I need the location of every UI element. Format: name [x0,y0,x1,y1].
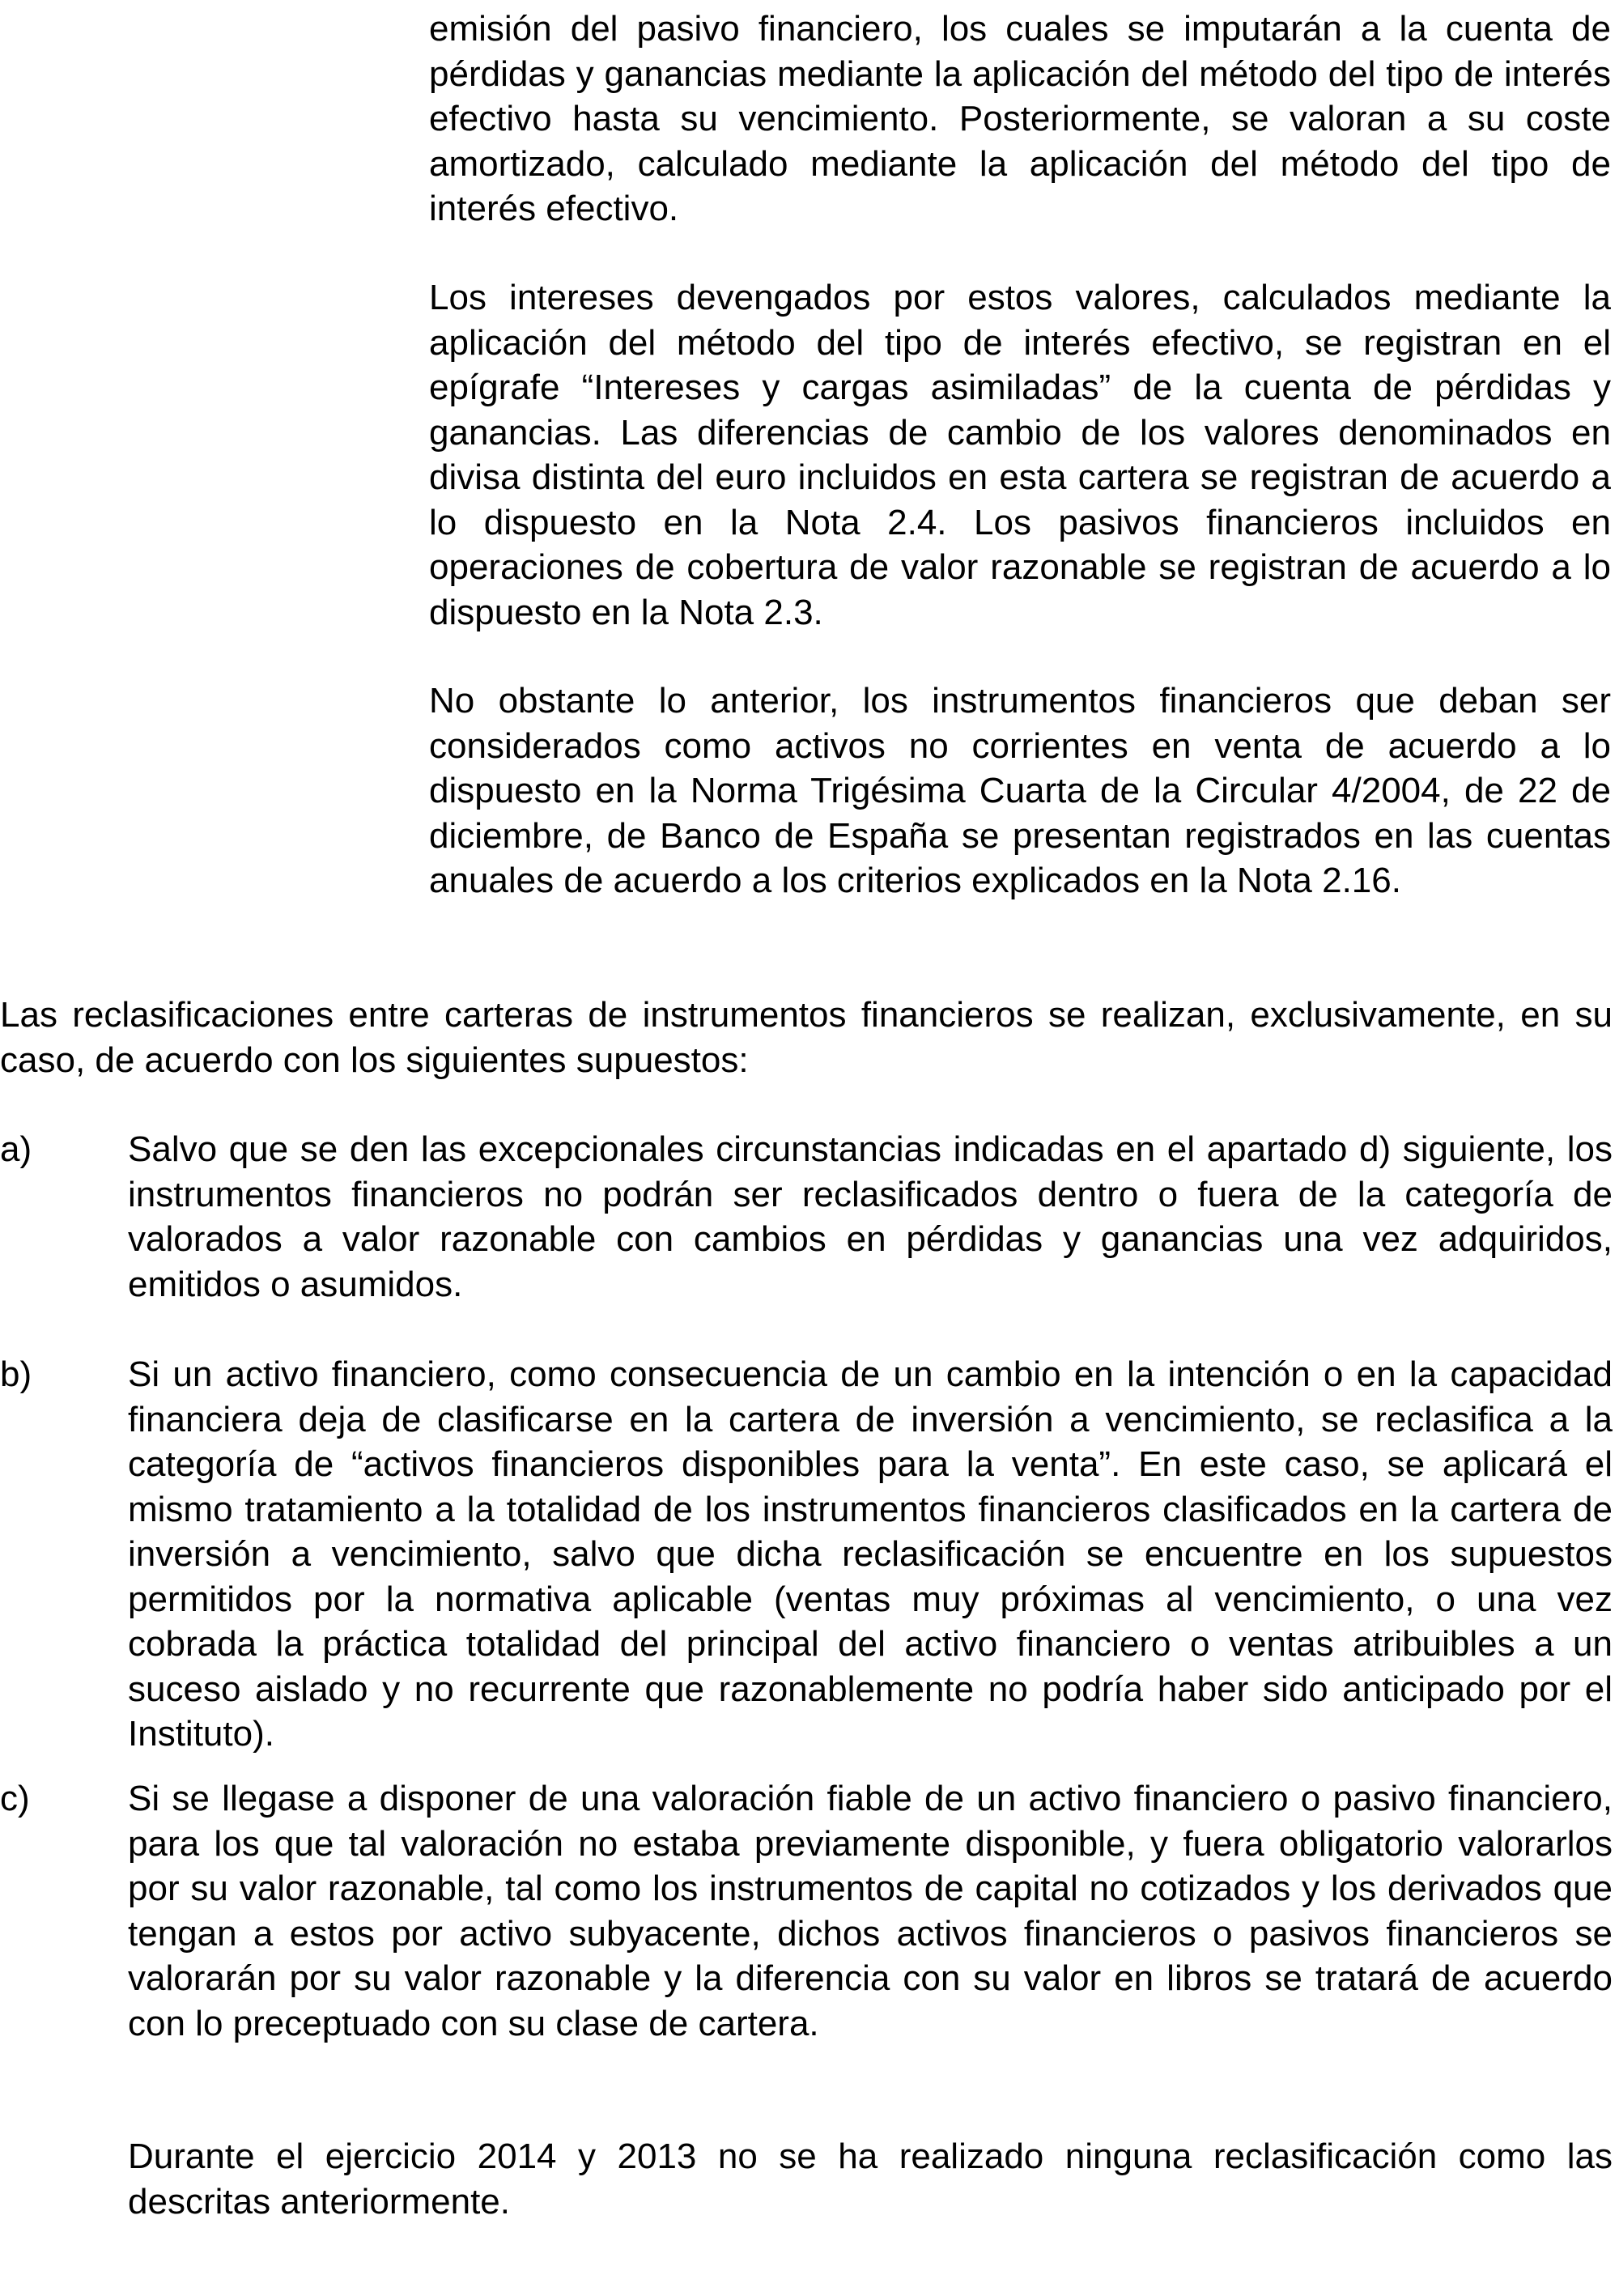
list-marker: c) [0,1779,30,1818]
list-marker: b) [0,1354,32,1394]
paragraph-closing: Durante el ejercicio 2014 y 2013 no se ha realizado ninguna reclasificación como las descritas anteriormente. [128,2137,1613,2222]
paragraph-pasivo-financiero: emisión del pasivo financiero, los cuales se imputarán a la cuenta de pérdidas y ganancias mediante la aplicación del método del tipo de interés efectivo hasta su vencimiento. Posteriormente, se valoran a su coste amortizado, calculado mediante la aplicación del método del tipo de interés efectivo. [429,9,1611,228]
list-marker: a) [0,1129,32,1169]
paragraph-no-obstante: No obstante lo anterior, los instrumentos financieros que deban ser considerados como activos no corrientes en venta de acuerdo a lo dispuesto en la Norma Trigésima Cuarta de la Circular 4/2004, de 22 de diciembre, de Banco de España se presentan registrados en las cuentas anuales de acuerdo a los criterios explicados en la Nota 2.16. [429,681,1611,900]
paragraph-reclasificaciones-intro: Las reclasificaciones entre carteras de instrumentos financieros se realizan, exclusivamente, en su caso, de acuerdo con los siguientes supuestos: [0,995,1613,1080]
list-item-text: Si un activo financiero, como consecuencia de un cambio en la intención o en la capacidad financiera deja de clasificarse en la cartera de inversión a vencimiento, se reclasifica a la categoría de “activos financieros disponibles para la venta”. En este caso, se aplicará el mismo tratamiento a la totalidad de los instrumentos financieros clasificados en la cartera de inversión a vencimiento, salvo que dicha reclasificación se encuentre en los supuestos permitidos por la normativa aplicable (ventas muy próximas al vencimiento, o una vez cobrada la práctica totalidad del principal del activo financiero o ventas atribuibles a un suceso aislado y no recurrente que razonablemente no podría haber sido anticipado por el Instituto). [128,1354,1613,1754]
paragraph-intereses-devengados: Los intereses devengados por estos valores, calculados mediante la aplicación del método del tipo de interés efectivo, se registran en el epígrafe “Intereses y cargas asimiladas” de la cuenta de pérdidas y ganancias. Las diferencias de cambio de los valores denominados en divisa distinta del euro incluidos en esta cartera se registran de acuerdo a lo dispuesto en la Nota 2.4. Los pasivos financieros incluidos en operaciones de cobertura de valor razonable se registran de acuerdo a lo dispuesto en la Nota 2.3. [429,278,1611,632]
list-item-text: Salvo que se den las excepcionales circunstancias indicadas en el apartado d) siguiente, los instrumentos financieros no podrán ser reclasificados dentro o fuera de la categoría de valorados a valor razonable con cambios en pérdidas y ganancias una vez adquiridos, emitidos o asumidos. [128,1129,1613,1304]
list-item-text: Si se llegase a disponer de una valoración fiable de un activo financiero o pasivo financiero, para los que tal valoración no estaba previamente disponible, y fuera obligatorio valorarlos por su valor razonable, tal como los instrumentos de capital no cotizados y los derivados que tengan a estos por activo subyacente, dichos activos financieros o pasivos financieros se valorarán por su valor razonable y la diferencia con su valor en libros se tratará de acuerdo con lo preceptuado con su clase de cartera. [128,1779,1613,2043]
